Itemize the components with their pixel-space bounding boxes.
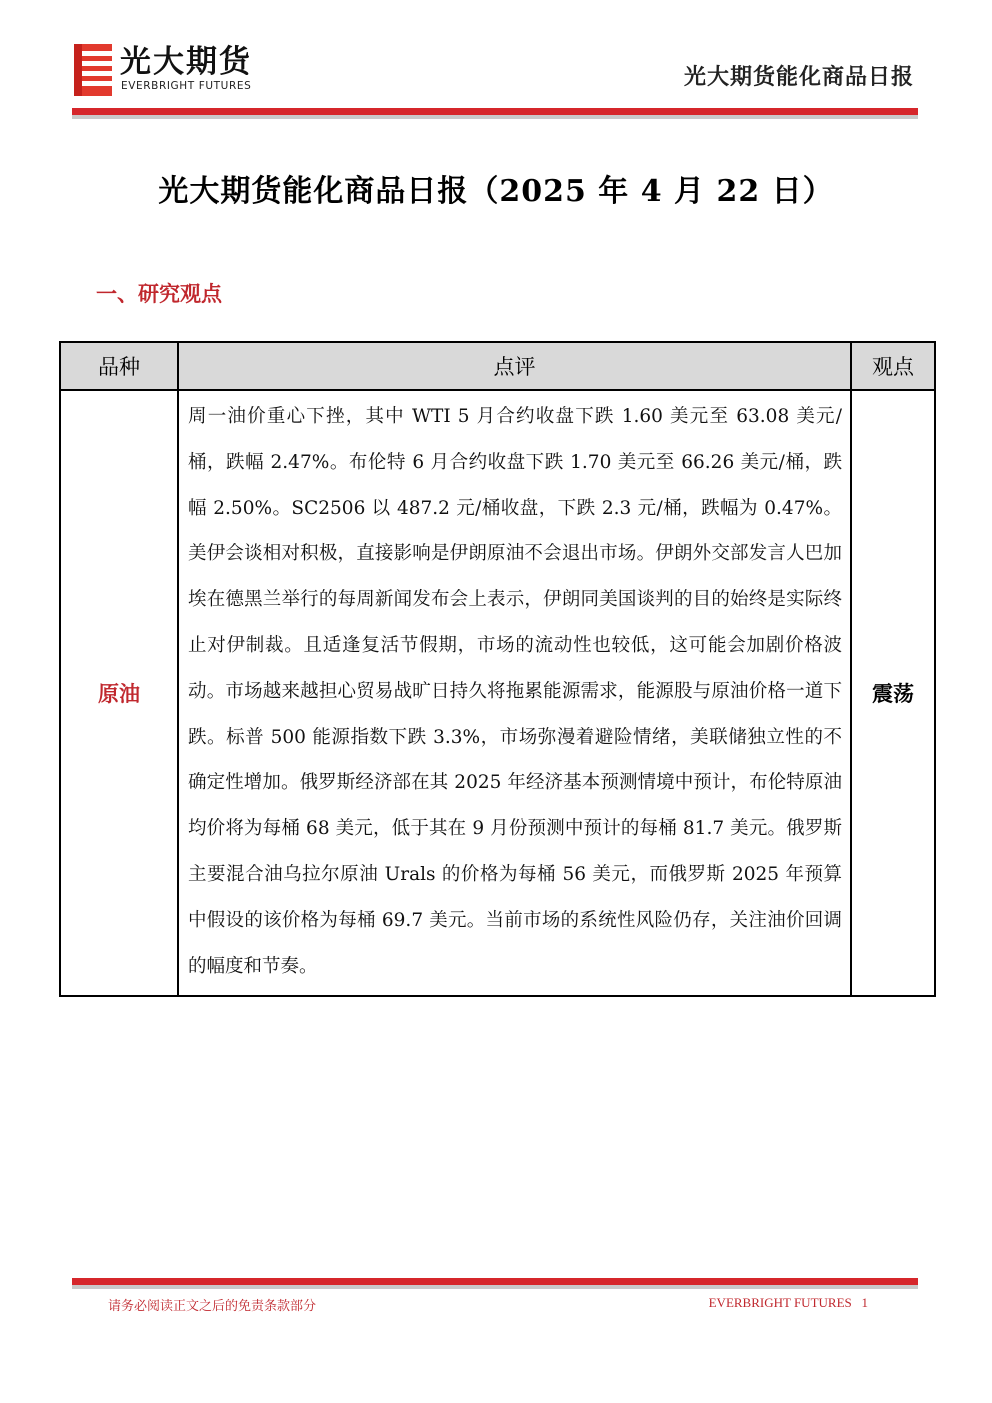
column-header-comment: 点评 bbox=[178, 342, 851, 390]
footer-brand-page bbox=[709, 1295, 868, 1311]
footer-brand: EVERBRIGHT FUTURES bbox=[708, 1295, 852, 1310]
page-number: 1 bbox=[861, 1295, 868, 1310]
everbright-logo-icon bbox=[74, 44, 112, 96]
table-row bbox=[60, 390, 935, 996]
footer-divider-gray bbox=[72, 1285, 918, 1289]
logo-english-name: EVERBRIGHT FUTURES bbox=[121, 80, 252, 92]
research-opinion-table bbox=[59, 341, 936, 997]
document-title: 光大期货能化商品日报（2025 年 4 月 22 日） bbox=[158, 174, 834, 209]
footer-disclaimer: 请务必阅读正文之后的免责条款部分 bbox=[108, 1299, 317, 1314]
view-cell: 震荡 bbox=[851, 390, 935, 996]
comment-text: 周一油价重心下挫，其中 WTI 5 月合约收盘下跌 1.60 美元至 63.08 美元/桶，跌幅 2.47%。布伦特 6 月合约收盘下跌 1.70 美元至 66.26 美元/桶，跌幅 2.50%。SC2506 以 487.2 元/桶收盘，下跌 2.3 元/桶，跌幅为 0.47%。美伊会谈相对积极，直接影响是伊朗原油不会退出市场。伊朗外交部发言人巴加埃在德黑兰举行的每周新闻发布会上表示，伊朗同美国谈判的目的始终是实际终止对伊制裁。且适逢复活节假期，市场的流动性也较低，这可能会加剧价格波动。市场越来越担心贸易战旷日持久将拖累能源需求，能源股与原油价格一道下跌。标普 500 能源指数下跌 3.3%，市场弥漫着避险情绪，美联储独立性的不确定性增加。俄罗斯经济部在其 2025 年经济基本预测情境中预计，布伦特原油均价将为每桶 68 美元，低于其在 9 月份预测中预计的每桶 81.7 美元。俄罗斯主要混合油乌拉尔原油 Urals 的价格为每桶 56 美元，而俄罗斯 2025 年预算中假设的该价格为每桶 69.7 美元。当前市场的系统性风险仍存，关注油价回调的幅度和节奏。 bbox=[188, 406, 842, 977]
section-heading: 一、研究观点 bbox=[96, 281, 222, 306]
variety-cell: 原油 bbox=[60, 390, 178, 996]
table-header-row bbox=[60, 342, 935, 390]
header-divider-gray bbox=[72, 115, 918, 119]
header-report-name: 光大期货能化商品日报 bbox=[683, 64, 914, 90]
comment-cell bbox=[178, 390, 851, 996]
logo-chinese-name: 光大期货 bbox=[120, 44, 252, 80]
header-divider-red bbox=[72, 108, 918, 115]
company-logo bbox=[74, 44, 284, 98]
footer-divider-red bbox=[72, 1278, 918, 1285]
column-header-view: 观点 bbox=[851, 342, 935, 390]
column-header-variety: 品种 bbox=[60, 342, 178, 390]
